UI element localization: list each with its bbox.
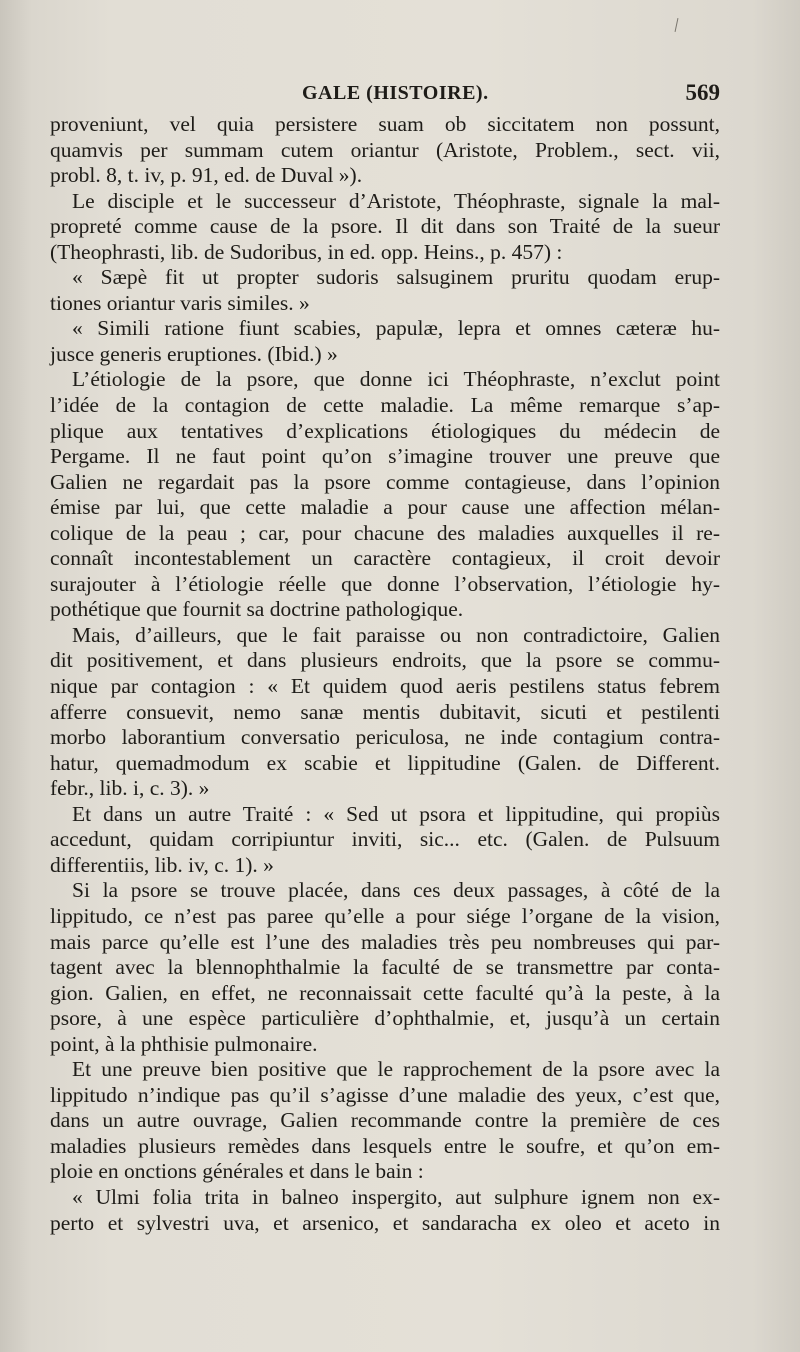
text-line: accedunt, quidam corripiuntur inviti, sic... etc. (Galen. de Pulsuum — [50, 827, 720, 852]
text-line: maladies plusieurs remèdes dans lesquels entre le soufre, et qu’on em- — [50, 1133, 720, 1158]
text-line: Galien ne regardait pas la psore comme contagieuse, dans l’opinion — [50, 469, 720, 494]
text-line: differentiis, lib. iv, c. 1). » — [50, 852, 274, 877]
text-line: tiones oriantur varis similes. » — [50, 290, 310, 315]
text-line: surajouter à l’étiologie réelle que donne l’observation, l’étiologie hy- — [50, 571, 720, 596]
text-line: quamvis per summam cutem oriantur (Aristote, Problem., sect. vii, — [50, 137, 720, 162]
text-line: Si la psore se trouve placée, dans ces deux passages, à côté de la — [72, 878, 720, 903]
page-header — [50, 80, 720, 108]
text-line: connaît incontestablement un caractère contagieux, il croit devoir — [50, 546, 720, 571]
text-line: « Ulmi folia trita in balneo inspergito, aut sulphure ignem non ex- — [72, 1184, 720, 1209]
text-line: febr., lib. i, c. 3). » — [50, 776, 210, 801]
text-line: perto et sylvestri uva, et arsenico, et sandaracha ex oleo et aceto in — [50, 1210, 720, 1235]
text-line: Pergame. Il ne faut point qu’on s’imagine trouver une preuve que — [50, 444, 720, 469]
text-line: Mais, d’ailleurs, que le fait paraisse ou non contradictoire, Galien — [72, 622, 720, 647]
running-head: GALE (HISTOIRE). — [302, 82, 489, 104]
text-line: plique aux tentatives d’explications étiologiques du médecin de — [50, 418, 720, 443]
text-line: morbo laborantium conversatio periculosa, ne inde contagium contra- — [50, 725, 720, 750]
text-line: probl. 8, t. iv, p. 91, ed. de Duval »). — [50, 163, 363, 188]
text-line: émise par lui, que cette maladie a pour cause une affection mélan- — [50, 495, 720, 520]
text-line: (Theophrasti, lib. de Sudoribus, in ed. opp. Heins., p. 457) : — [50, 239, 563, 264]
text-line: « Simili ratione fiunt scabies, papulæ, lepra et omnes cæteræ hu- — [72, 316, 720, 341]
text-line: Et dans un autre Traité : « Sed ut psora et lippitudine, qui propiùs — [72, 801, 720, 826]
text-line: colique de la peau ; car, pour chacune des maladies auxquelles il re- — [50, 520, 720, 545]
text-line: hatur, quemadmodum ex scabie et lippitudine (Galen. de Different. — [50, 750, 720, 775]
text-line: dans un autre ouvrage, Galien recommande contre la première de ces — [50, 1108, 720, 1133]
text-line: tagent avec la blennophthalmie la faculté de se transmettre par conta- — [50, 955, 720, 980]
text-line: nique par contagion : « Et quidem quod aeris pestilens status febrem — [50, 674, 720, 699]
text-line: « Sæpè fit ut propter sudoris salsuginem pruritu quodam erup- — [72, 265, 720, 290]
text-line: jusce generis eruptiones. (Ibid.) » — [50, 341, 338, 366]
text-line: pothétique que fournit sa doctrine pathologique. — [50, 597, 464, 622]
text-line: afferre consuevit, nemo sanæ mentis dubitavit, sicuti et pestilenti — [50, 699, 720, 724]
text-line: lippitudo n’indique pas qu’il s’agisse d’une maladie des yeux, c’est que, — [50, 1082, 720, 1107]
text-line: L’étiologie de la psore, que donne ici Théophraste, n’exclut point — [72, 367, 720, 392]
text-line: Le disciple et le successeur d’Aristote, Théophraste, signale la mal- — [72, 188, 720, 213]
text-line: dit positivement, et dans plusieurs endroits, que la psore se commu- — [50, 648, 720, 673]
text-line: point, à la phthisie pulmonaire. — [50, 1031, 318, 1056]
text-line: ploie en onctions générales et dans le bain : — [50, 1159, 424, 1184]
text-line: lippitudo, ce n’est pas paree qu’elle a pour siége l’organe de la vision, — [50, 903, 720, 928]
text-line: proveniunt, vel quia persistere suam ob siccitatem non possunt, — [50, 112, 720, 136]
text-line: Et une preuve bien positive que le rapprochement de la psore avec la — [72, 1057, 720, 1082]
page-number: 569 — [685, 80, 720, 105]
margin-mark — [675, 18, 679, 32]
text-line: psore, à une espèce particulière d’ophthalmie, et, jusqu’à un certain — [50, 1006, 720, 1031]
text-line: gion. Galien, en effet, ne reconnaissait cette faculté qu’à la peste, à la — [50, 980, 720, 1005]
text-line: mais parce qu’elle est l’une des maladies très peu nombreuses qui par- — [50, 929, 720, 954]
text-line: l’idée de la contagion de cette maladie. La même remarque s’ap- — [50, 393, 720, 418]
body-text — [50, 112, 720, 1236]
text-line: propreté comme cause de la psore. Il dit dans son Traité de la sueur — [50, 214, 720, 239]
